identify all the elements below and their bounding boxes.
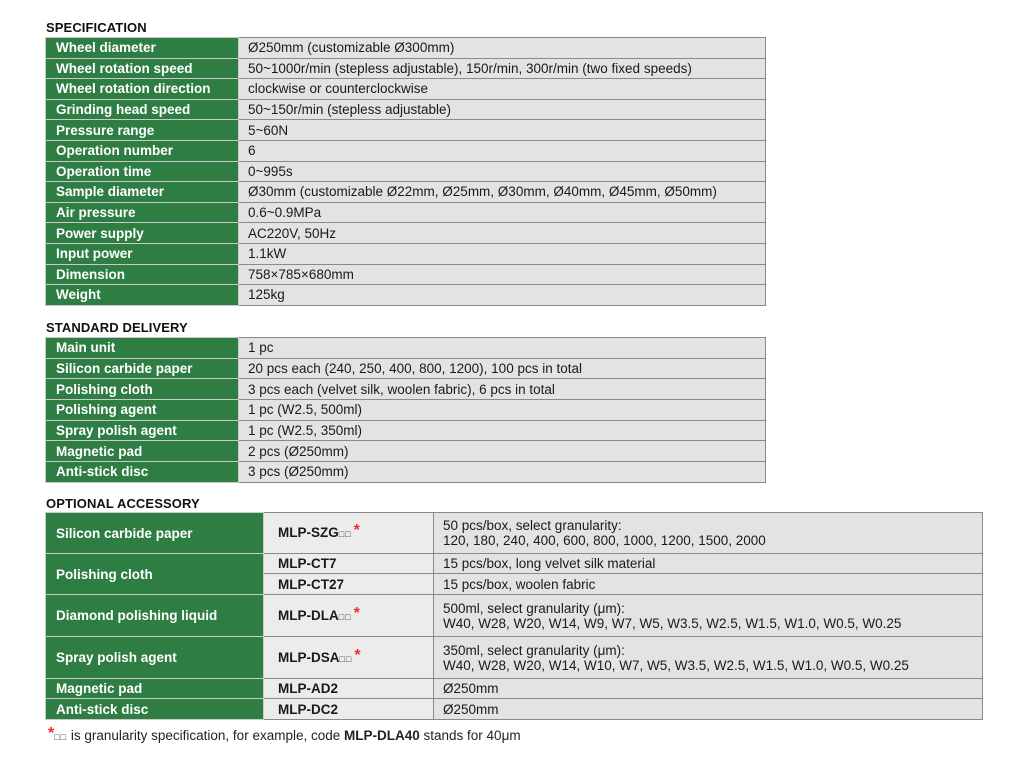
standard-delivery-table	[45, 337, 766, 483]
row-value: Ø30mm (customizable Ø22mm, Ø25mm, Ø30mm, Ø40mm, Ø45mm, Ø50mm)	[239, 182, 766, 203]
row-value: 50~1000r/min (stepless adjustable), 150r/min, 300r/min (two fixed speeds)	[239, 58, 766, 79]
row-label: Air pressure	[46, 202, 239, 223]
asterisk-mark: *	[48, 725, 55, 742]
row-value: 1.1kW	[239, 243, 766, 264]
accessory-description	[434, 637, 983, 679]
row-label: Pressure range	[46, 120, 239, 141]
table-row	[46, 140, 766, 161]
row-value: 758×785×680mm	[239, 264, 766, 285]
table-row	[46, 79, 766, 100]
row-value: Ø250mm (customizable Ø300mm)	[239, 38, 766, 59]
specification-title: SPECIFICATION	[46, 20, 147, 35]
accessory-code: MLP-CT7	[264, 554, 434, 574]
description-line: W40, W28, W20, W14, W10, W7, W5, W3.5, W2.5, W1.5, W1.0, W0.5, W0.25	[443, 657, 909, 673]
table-row	[46, 202, 766, 223]
row-value: 125kg	[239, 285, 766, 306]
row-label: Wheel diameter	[46, 38, 239, 59]
specification-table	[45, 37, 766, 306]
table-row	[46, 243, 766, 264]
accessory-label: Silicon carbide paper	[46, 513, 264, 554]
granularity-boxes: □□	[54, 732, 68, 742]
table-row	[46, 223, 766, 244]
table-row	[46, 338, 766, 359]
table-row	[46, 420, 766, 441]
code-text: MLP-SZG	[278, 525, 339, 540]
row-value: 3 pcs (Ø250mm)	[239, 462, 766, 483]
table-row	[46, 513, 983, 554]
row-value: 20 pcs each (240, 250, 400, 800, 1200), 100 pcs in total	[239, 358, 766, 379]
table-row	[46, 379, 766, 400]
accessory-code	[264, 513, 434, 554]
row-value: 2 pcs (Ø250mm)	[239, 441, 766, 462]
optional-accessory-title: OPTIONAL ACCESSORY	[46, 496, 200, 511]
accessory-code: MLP-AD2	[264, 679, 434, 699]
row-label: Operation number	[46, 140, 239, 161]
description-line: W40, W28, W20, W14, W9, W7, W5, W3.5, W2.5, W1.5, W1.0, W0.5, W0.25	[443, 615, 902, 631]
accessory-label: Magnetic pad	[46, 679, 264, 699]
table-row	[46, 58, 766, 79]
row-label: Magnetic pad	[46, 441, 239, 462]
asterisk-mark: *	[353, 522, 360, 539]
row-value: 5~60N	[239, 120, 766, 141]
asterisk-mark: *	[354, 646, 361, 664]
row-value: AC220V, 50Hz	[239, 223, 766, 244]
row-label: Grinding head speed	[46, 99, 239, 120]
accessory-label: Anti-stick disc	[46, 699, 264, 720]
granularity-boxes: □□	[338, 529, 352, 539]
table-row	[46, 637, 983, 679]
row-value: 0.6~0.9MPa	[239, 202, 766, 223]
granularity-boxes: □□	[338, 611, 352, 622]
row-label: Polishing agent	[46, 400, 239, 421]
row-value: 50~150r/min (stepless adjustable)	[239, 99, 766, 120]
table-row	[46, 554, 983, 574]
row-label: Wheel rotation speed	[46, 58, 239, 79]
row-label: Weight	[46, 285, 239, 306]
row-value: 1 pc	[239, 338, 766, 359]
row-value: 1 pc (W2.5, 350ml)	[239, 420, 766, 441]
table-row	[46, 161, 766, 182]
accessory-description: Ø250mm	[434, 699, 983, 720]
accessory-label: Polishing cloth	[46, 554, 264, 595]
footnote-text: is granularity specification, for example, code	[67, 728, 344, 743]
optional-accessory-table	[45, 512, 983, 720]
accessory-code: MLP-DC2	[264, 699, 434, 720]
footnote	[46, 727, 521, 745]
table-row	[46, 400, 766, 421]
accessory-description: 15 pcs/box, woolen fabric	[434, 574, 983, 595]
table-row	[46, 38, 766, 59]
row-label: Operation time	[46, 161, 239, 182]
row-label: Polishing cloth	[46, 379, 239, 400]
description-line: 350ml, select granularity (μm):	[443, 642, 625, 658]
row-value: 1 pc (W2.5, 500ml)	[239, 400, 766, 421]
row-label: Sample diameter	[46, 182, 239, 203]
row-value: 0~995s	[239, 161, 766, 182]
description-line: 120, 180, 240, 400, 600, 800, 1000, 1200, 1500, 2000	[443, 533, 766, 548]
table-row	[46, 595, 983, 637]
row-value: 6	[239, 140, 766, 161]
row-label: Wheel rotation direction	[46, 79, 239, 100]
table-row	[46, 462, 766, 483]
row-label: Main unit	[46, 338, 239, 359]
description-line: 50 pcs/box, select granularity:	[443, 518, 622, 533]
table-row	[46, 285, 766, 306]
granularity-boxes: □□	[339, 653, 353, 664]
table-row	[46, 441, 766, 462]
code-text: MLP-DSA	[278, 649, 340, 665]
row-label: Power supply	[46, 223, 239, 244]
asterisk-mark: *	[353, 604, 360, 622]
accessory-description	[434, 513, 983, 554]
accessory-code	[264, 595, 434, 637]
row-value: 3 pcs each (velvet silk, woolen fabric), 6 pcs in total	[239, 379, 766, 400]
row-label: Silicon carbide paper	[46, 358, 239, 379]
footnote-code: MLP-DLA40	[344, 728, 420, 743]
table-row	[46, 699, 983, 720]
row-value: clockwise or counterclockwise	[239, 79, 766, 100]
accessory-code	[264, 637, 434, 679]
footnote-text-end: stands for 40μm	[419, 728, 521, 743]
table-row	[46, 99, 766, 120]
code-text: MLP-DLA	[278, 607, 339, 623]
row-label: Spray polish agent	[46, 420, 239, 441]
table-row	[46, 358, 766, 379]
standard-delivery-title: STANDARD DELIVERY	[46, 320, 188, 335]
table-row	[46, 182, 766, 203]
accessory-code: MLP-CT27	[264, 574, 434, 595]
row-label: Dimension	[46, 264, 239, 285]
row-label: Input power	[46, 243, 239, 264]
accessory-description: Ø250mm	[434, 679, 983, 699]
accessory-label: Diamond polishing liquid	[46, 595, 264, 637]
description-line: 500ml, select granularity (μm):	[443, 600, 625, 616]
row-label: Anti-stick disc	[46, 462, 239, 483]
accessory-description: 15 pcs/box, long velvet silk material	[434, 554, 983, 574]
table-row	[46, 264, 766, 285]
accessory-description	[434, 595, 983, 637]
accessory-label: Spray polish agent	[46, 637, 264, 679]
table-row	[46, 679, 983, 699]
table-row	[46, 120, 766, 141]
